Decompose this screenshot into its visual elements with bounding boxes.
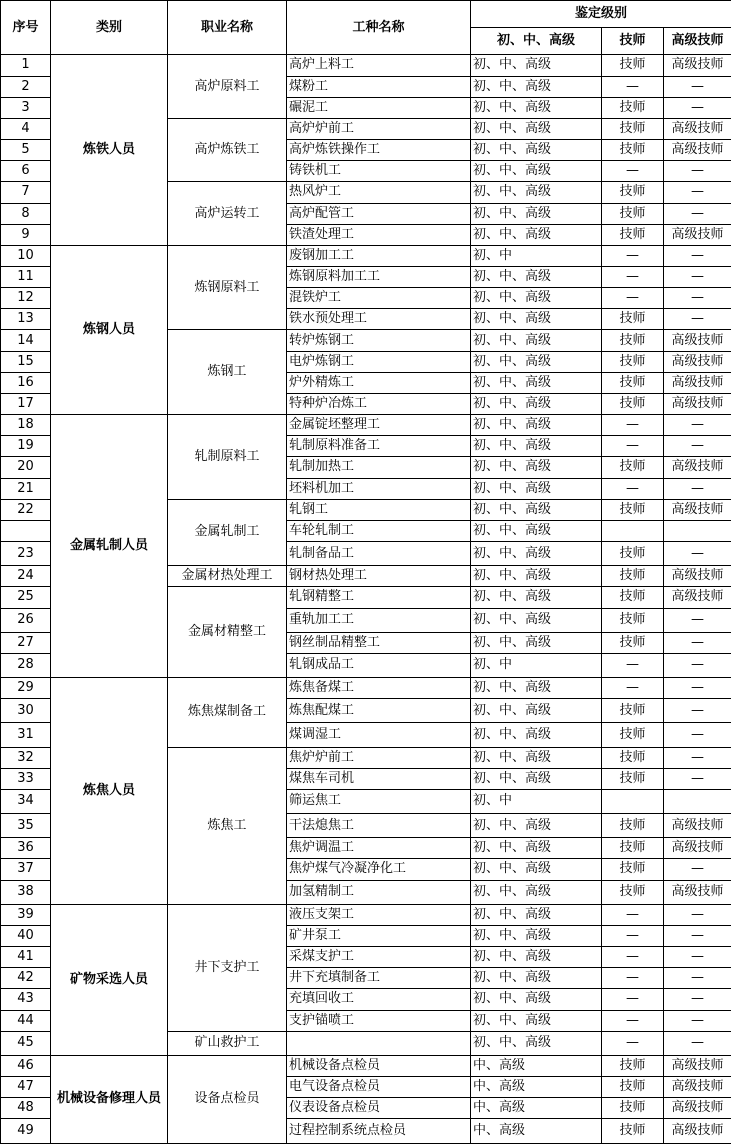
occupation-cell: 设备点检员	[168, 1055, 287, 1143]
level-senior-cell: —	[664, 925, 731, 946]
level-senior-cell: —	[664, 968, 731, 989]
seq-cell: 38	[1, 880, 51, 904]
seq-cell: 16	[1, 372, 51, 393]
job-cell: 焦炉调温工	[287, 838, 471, 859]
level-basic-cell: 初、中、高级	[471, 520, 602, 541]
level-tech-cell: 技师	[602, 1119, 664, 1144]
level-basic-cell: 初、中、高级	[471, 814, 602, 838]
job-cell: 矿井泵工	[287, 925, 471, 946]
job-cell: 炼钢原料加工工	[287, 266, 471, 287]
seq-cell: 1	[1, 55, 51, 76]
seq-cell: 47	[1, 1077, 51, 1098]
level-tech-cell: 技师	[602, 203, 664, 224]
level-senior-cell: 高级技师	[664, 1077, 731, 1098]
seq-cell: 29	[1, 678, 51, 699]
category-cell: 炼铁人员	[51, 55, 168, 245]
level-tech-cell: 技师	[602, 372, 664, 393]
seq-cell: 15	[1, 351, 51, 372]
job-cell: 充填回收工	[287, 989, 471, 1010]
seq-cell: 20	[1, 457, 51, 478]
level-senior-cell: 高级技师	[664, 499, 731, 520]
level-senior-cell: —	[664, 415, 731, 436]
occupation-cell: 井下支护工	[168, 904, 287, 1031]
seq-cell: 44	[1, 1010, 51, 1031]
level-tech-cell: 技师	[602, 747, 664, 768]
level-basic-cell: 初、中、高级	[471, 266, 602, 287]
job-cell: 仪表设备点检员	[287, 1098, 471, 1119]
level-senior-cell: 高级技师	[664, 224, 731, 245]
level-tech-cell	[602, 520, 664, 541]
job-cell: 轧钢成品工	[287, 653, 471, 677]
seq-cell: 9	[1, 224, 51, 245]
seq-cell: 46	[1, 1055, 51, 1076]
level-tech-cell: 技师	[602, 140, 664, 161]
occupation-cell: 炼焦工	[168, 747, 287, 904]
seq-cell: 24	[1, 566, 51, 587]
level-senior-cell: 高级技师	[664, 814, 731, 838]
level-tech-cell: 技师	[602, 1055, 664, 1076]
header-row	[1, 1, 731, 28]
level-senior-cell: —	[664, 478, 731, 499]
level-basic-cell: 初、中、高级	[471, 1031, 602, 1055]
seq-cell: 6	[1, 161, 51, 182]
level-tech-cell: —	[602, 968, 664, 989]
level-senior-cell: —	[664, 245, 731, 266]
seq-cell: 45	[1, 1031, 51, 1055]
level-senior-cell: 高级技师	[664, 457, 731, 478]
level-senior-cell: —	[664, 904, 731, 925]
seq-cell: 17	[1, 393, 51, 414]
level-basic-cell: 中、高级	[471, 1077, 602, 1098]
level-basic-cell: 初、中、高级	[471, 393, 602, 414]
level-senior-cell: —	[664, 632, 731, 653]
header-level-tech: 技师	[602, 28, 664, 55]
level-tech-cell: 技师	[602, 55, 664, 76]
level-basic-cell: 初、中、高级	[471, 76, 602, 97]
seq-cell: 43	[1, 989, 51, 1010]
seq-cell: 40	[1, 925, 51, 946]
level-senior-cell: —	[664, 97, 731, 118]
header-job: 工种名称	[287, 1, 471, 55]
level-senior-cell: 高级技师	[664, 330, 731, 351]
job-cell: 铁水预处理工	[287, 309, 471, 330]
level-basic-cell: 初、中	[471, 245, 602, 266]
category-cell: 矿物采选人员	[51, 904, 168, 1055]
level-tech-cell: 技师	[602, 1098, 664, 1119]
level-senior-cell: 高级技师	[664, 55, 731, 76]
job-cell: 焦炉炉前工	[287, 747, 471, 768]
seq-cell: 8	[1, 203, 51, 224]
level-basic-cell: 初、中、高级	[471, 747, 602, 768]
level-basic-cell: 中、高级	[471, 1055, 602, 1076]
level-tech-cell	[602, 789, 664, 813]
level-senior-cell: 高级技师	[664, 838, 731, 859]
level-senior-cell: 高级技师	[664, 140, 731, 161]
job-cell: 煤调湿工	[287, 723, 471, 747]
level-tech-cell: 技师	[602, 566, 664, 587]
level-tech-cell: 技师	[602, 608, 664, 632]
job-cell: 重轨加工工	[287, 608, 471, 632]
level-basic-cell: 初、中、高级	[471, 542, 602, 566]
level-basic-cell: 初、中、高级	[471, 309, 602, 330]
level-tech-cell: —	[602, 653, 664, 677]
job-cell: 转炉炼钢工	[287, 330, 471, 351]
job-cell: 铁渣处理工	[287, 224, 471, 245]
seq-cell: 42	[1, 968, 51, 989]
level-tech-cell: 技师	[602, 330, 664, 351]
job-cell: 干法熄焦工	[287, 814, 471, 838]
level-tech-cell: 技师	[602, 118, 664, 139]
seq-cell: 37	[1, 859, 51, 880]
level-tech-cell: 技师	[602, 309, 664, 330]
category-cell: 炼钢人员	[51, 245, 168, 414]
level-tech-cell: —	[602, 245, 664, 266]
level-basic-cell: 初、中	[471, 653, 602, 677]
seq-cell	[1, 520, 51, 541]
level-tech-cell: —	[602, 904, 664, 925]
level-tech-cell: 技师	[602, 838, 664, 859]
level-senior-cell: —	[664, 608, 731, 632]
level-senior-cell: —	[664, 653, 731, 677]
level-basic-cell: 初、中、高级	[471, 632, 602, 653]
seq-cell: 48	[1, 1098, 51, 1119]
occupation-cell: 轧制原料工	[168, 415, 287, 500]
job-cell: 高炉炉前工	[287, 118, 471, 139]
header-seq: 序号	[1, 1, 51, 55]
level-tech-cell: 技师	[602, 814, 664, 838]
job-cell: 煤焦车司机	[287, 768, 471, 789]
seq-cell: 11	[1, 266, 51, 287]
level-tech-cell: 技师	[602, 1077, 664, 1098]
job-cell: 铸铁机工	[287, 161, 471, 182]
seq-cell: 32	[1, 747, 51, 768]
job-cell: 碾泥工	[287, 97, 471, 118]
level-senior-cell: —	[664, 989, 731, 1010]
level-basic-cell: 初、中、高级	[471, 182, 602, 203]
seq-cell: 10	[1, 245, 51, 266]
level-senior-cell: 高级技师	[664, 880, 731, 904]
level-senior-cell: —	[664, 747, 731, 768]
level-senior-cell: —	[664, 947, 731, 968]
level-basic-cell: 初、中	[471, 789, 602, 813]
occupation-cell: 炼焦煤制备工	[168, 678, 287, 748]
level-tech-cell: —	[602, 266, 664, 287]
level-basic-cell: 初、中、高级	[471, 415, 602, 436]
level-tech-cell: —	[602, 1031, 664, 1055]
seq-cell: 31	[1, 723, 51, 747]
level-tech-cell: —	[602, 161, 664, 182]
job-cell: 井下充填制备工	[287, 968, 471, 989]
seq-cell: 41	[1, 947, 51, 968]
seq-cell: 23	[1, 542, 51, 566]
job-cell: 液压支架工	[287, 904, 471, 925]
level-senior-cell: —	[664, 723, 731, 747]
seq-cell: 28	[1, 653, 51, 677]
level-basic-cell: 初、中、高级	[471, 478, 602, 499]
header-occupation: 职业名称	[168, 1, 287, 55]
level-senior-cell: —	[664, 76, 731, 97]
level-senior-cell: —	[664, 1031, 731, 1055]
level-senior-cell: —	[664, 203, 731, 224]
level-basic-cell: 初、中、高级	[471, 947, 602, 968]
job-cell: 炉外精炼工	[287, 372, 471, 393]
seq-cell: 5	[1, 140, 51, 161]
table-row	[1, 245, 731, 266]
level-basic-cell: 初、中、高级	[471, 55, 602, 76]
level-tech-cell: —	[602, 947, 664, 968]
table-row	[1, 415, 731, 436]
level-senior-cell: —	[664, 678, 731, 699]
header-level-basic: 初、中、高级	[471, 28, 602, 55]
job-cell: 特种炉冶炼工	[287, 393, 471, 414]
category-cell: 金属轧制人员	[51, 415, 168, 678]
job-cell	[287, 1031, 471, 1055]
occupation-cell: 炼钢工	[168, 330, 287, 415]
level-basic-cell: 初、中、高级	[471, 288, 602, 309]
occupation-cell: 金属材精整工	[168, 587, 287, 678]
job-cell: 过程控制系统点检员	[287, 1119, 471, 1144]
level-senior-cell: —	[664, 699, 731, 723]
level-tech-cell: 技师	[602, 859, 664, 880]
level-basic-cell: 初、中、高级	[471, 880, 602, 904]
job-cell: 焦炉煤气冷凝净化工	[287, 859, 471, 880]
job-cell: 热风炉工	[287, 182, 471, 203]
level-tech-cell: 技师	[602, 723, 664, 747]
job-cell: 炼焦配煤工	[287, 699, 471, 723]
level-basic-cell: 初、中、高级	[471, 566, 602, 587]
level-tech-cell: —	[602, 76, 664, 97]
level-tech-cell: 技师	[602, 632, 664, 653]
level-basic-cell: 初、中、高级	[471, 1010, 602, 1031]
occupation-cell: 矿山救护工	[168, 1031, 287, 1055]
seq-cell: 27	[1, 632, 51, 653]
seq-cell: 2	[1, 76, 51, 97]
level-tech-cell: —	[602, 925, 664, 946]
seq-cell: 30	[1, 699, 51, 723]
job-cell: 轧钢精整工	[287, 587, 471, 608]
level-tech-cell: 技师	[602, 97, 664, 118]
level-tech-cell: —	[602, 989, 664, 1010]
seq-cell: 49	[1, 1119, 51, 1144]
seq-cell: 4	[1, 118, 51, 139]
table-row	[1, 904, 731, 925]
level-senior-cell: —	[664, 436, 731, 457]
level-basic-cell: 初、中、高级	[471, 161, 602, 182]
level-senior-cell: 高级技师	[664, 118, 731, 139]
seq-cell: 19	[1, 436, 51, 457]
seq-cell: 14	[1, 330, 51, 351]
level-tech-cell: 技师	[602, 393, 664, 414]
header-level-senior: 高级技师	[664, 28, 731, 55]
job-cell: 坯料机加工	[287, 478, 471, 499]
level-tech-cell: —	[602, 415, 664, 436]
table-row	[1, 678, 731, 699]
job-cell: 轧制备品工	[287, 542, 471, 566]
level-basic-cell: 初、中、高级	[471, 118, 602, 139]
level-senior-cell: 高级技师	[664, 372, 731, 393]
occupation-cell: 金属轧制工	[168, 499, 287, 566]
level-tech-cell: 技师	[602, 457, 664, 478]
level-senior-cell: —	[664, 768, 731, 789]
seq-cell: 12	[1, 288, 51, 309]
level-basic-cell: 初、中、高级	[471, 372, 602, 393]
level-basic-cell: 初、中、高级	[471, 904, 602, 925]
level-senior-cell	[664, 789, 731, 813]
table-row	[1, 1055, 731, 1076]
job-cell: 高炉炼铁操作工	[287, 140, 471, 161]
job-cell: 轧制加热工	[287, 457, 471, 478]
seq-cell: 21	[1, 478, 51, 499]
job-cell: 轧钢工	[287, 499, 471, 520]
level-senior-cell: —	[664, 1010, 731, 1031]
level-basic-cell: 初、中、高级	[471, 723, 602, 747]
level-basic-cell: 初、中、高级	[471, 436, 602, 457]
level-senior-cell: 高级技师	[664, 1055, 731, 1076]
seq-cell: 22	[1, 499, 51, 520]
level-basic-cell: 初、中、高级	[471, 968, 602, 989]
job-cell: 高炉上料工	[287, 55, 471, 76]
level-tech-cell: 技师	[602, 542, 664, 566]
seq-cell: 36	[1, 838, 51, 859]
level-tech-cell: —	[602, 678, 664, 699]
level-basic-cell: 初、中、高级	[471, 768, 602, 789]
level-basic-cell: 初、中、高级	[471, 499, 602, 520]
level-basic-cell: 中、高级	[471, 1098, 602, 1119]
job-cell: 钢丝制品精整工	[287, 632, 471, 653]
level-senior-cell: —	[664, 542, 731, 566]
seq-cell: 39	[1, 904, 51, 925]
level-basic-cell: 初、中、高级	[471, 989, 602, 1010]
seq-cell: 13	[1, 309, 51, 330]
level-senior-cell: —	[664, 288, 731, 309]
job-cell: 金属锭坯整理工	[287, 415, 471, 436]
job-cell: 加氢精制工	[287, 880, 471, 904]
level-senior-cell	[664, 520, 731, 541]
occupation-cell: 高炉运转工	[168, 182, 287, 245]
job-cell: 钢材热处理工	[287, 566, 471, 587]
level-basic-cell: 初、中、高级	[471, 140, 602, 161]
level-tech-cell: 技师	[602, 880, 664, 904]
level-senior-cell: —	[664, 309, 731, 330]
occupation-cell: 炼钢原料工	[168, 245, 287, 330]
level-tech-cell: —	[602, 288, 664, 309]
level-senior-cell: —	[664, 182, 731, 203]
level-basic-cell: 初、中、高级	[471, 838, 602, 859]
job-cell: 煤粉工	[287, 76, 471, 97]
job-cell: 电气设备点检员	[287, 1077, 471, 1098]
level-senior-cell: 高级技师	[664, 587, 731, 608]
level-basic-cell: 初、中、高级	[471, 330, 602, 351]
job-cell: 轧制原料准备工	[287, 436, 471, 457]
level-tech-cell: —	[602, 436, 664, 457]
level-senior-cell: —	[664, 266, 731, 287]
job-cell: 支护锚喷工	[287, 1010, 471, 1031]
level-basic-cell: 中、高级	[471, 1119, 602, 1144]
level-tech-cell: 技师	[602, 587, 664, 608]
level-senior-cell: 高级技师	[664, 393, 731, 414]
level-tech-cell: 技师	[602, 182, 664, 203]
level-tech-cell: —	[602, 1010, 664, 1031]
seq-cell: 25	[1, 587, 51, 608]
level-senior-cell: —	[664, 859, 731, 880]
seq-cell: 7	[1, 182, 51, 203]
level-tech-cell: 技师	[602, 351, 664, 372]
level-basic-cell: 初、中、高级	[471, 587, 602, 608]
seq-cell: 34	[1, 789, 51, 813]
level-senior-cell: 高级技师	[664, 1119, 731, 1144]
seq-cell: 18	[1, 415, 51, 436]
level-basic-cell: 初、中、高级	[471, 608, 602, 632]
category-cell: 机械设备修理人员	[51, 1055, 168, 1143]
level-tech-cell: 技师	[602, 699, 664, 723]
job-cell: 筛运焦工	[287, 789, 471, 813]
occupation-cell: 高炉原料工	[168, 55, 287, 118]
job-cell: 炼焦备煤工	[287, 678, 471, 699]
category-cell: 炼焦人员	[51, 678, 168, 905]
level-basic-cell: 初、中、高级	[471, 351, 602, 372]
level-basic-cell: 初、中、高级	[471, 457, 602, 478]
level-basic-cell: 初、中、高级	[471, 859, 602, 880]
seq-cell: 33	[1, 768, 51, 789]
level-basic-cell: 初、中、高级	[471, 925, 602, 946]
job-cell: 采煤支护工	[287, 947, 471, 968]
job-cell: 高炉配管工	[287, 203, 471, 224]
seq-cell: 35	[1, 814, 51, 838]
level-tech-cell: —	[602, 478, 664, 499]
level-senior-cell: 高级技师	[664, 351, 731, 372]
level-tech-cell: 技师	[602, 768, 664, 789]
job-cell: 废钢加工工	[287, 245, 471, 266]
seq-cell: 26	[1, 608, 51, 632]
seq-cell: 3	[1, 97, 51, 118]
level-basic-cell: 初、中、高级	[471, 224, 602, 245]
occupation-cell: 金属材热处理工	[168, 566, 287, 587]
level-basic-cell: 初、中、高级	[471, 699, 602, 723]
header-category: 类别	[51, 1, 168, 55]
level-tech-cell: 技师	[602, 224, 664, 245]
occupation-cell: 高炉炼铁工	[168, 118, 287, 181]
job-cell: 电炉炼钢工	[287, 351, 471, 372]
level-basic-cell: 初、中、高级	[471, 678, 602, 699]
level-senior-cell: —	[664, 161, 731, 182]
header-level-group: 鉴定级别	[471, 1, 731, 28]
table-row	[1, 55, 731, 76]
level-senior-cell: 高级技师	[664, 566, 731, 587]
level-tech-cell: 技师	[602, 499, 664, 520]
level-senior-cell: 高级技师	[664, 1098, 731, 1119]
job-cell: 机械设备点检员	[287, 1055, 471, 1076]
level-basic-cell: 初、中、高级	[471, 203, 602, 224]
level-basic-cell: 初、中、高级	[471, 97, 602, 118]
job-cell: 混铁炉工	[287, 288, 471, 309]
job-cell: 车轮轧制工	[287, 520, 471, 541]
